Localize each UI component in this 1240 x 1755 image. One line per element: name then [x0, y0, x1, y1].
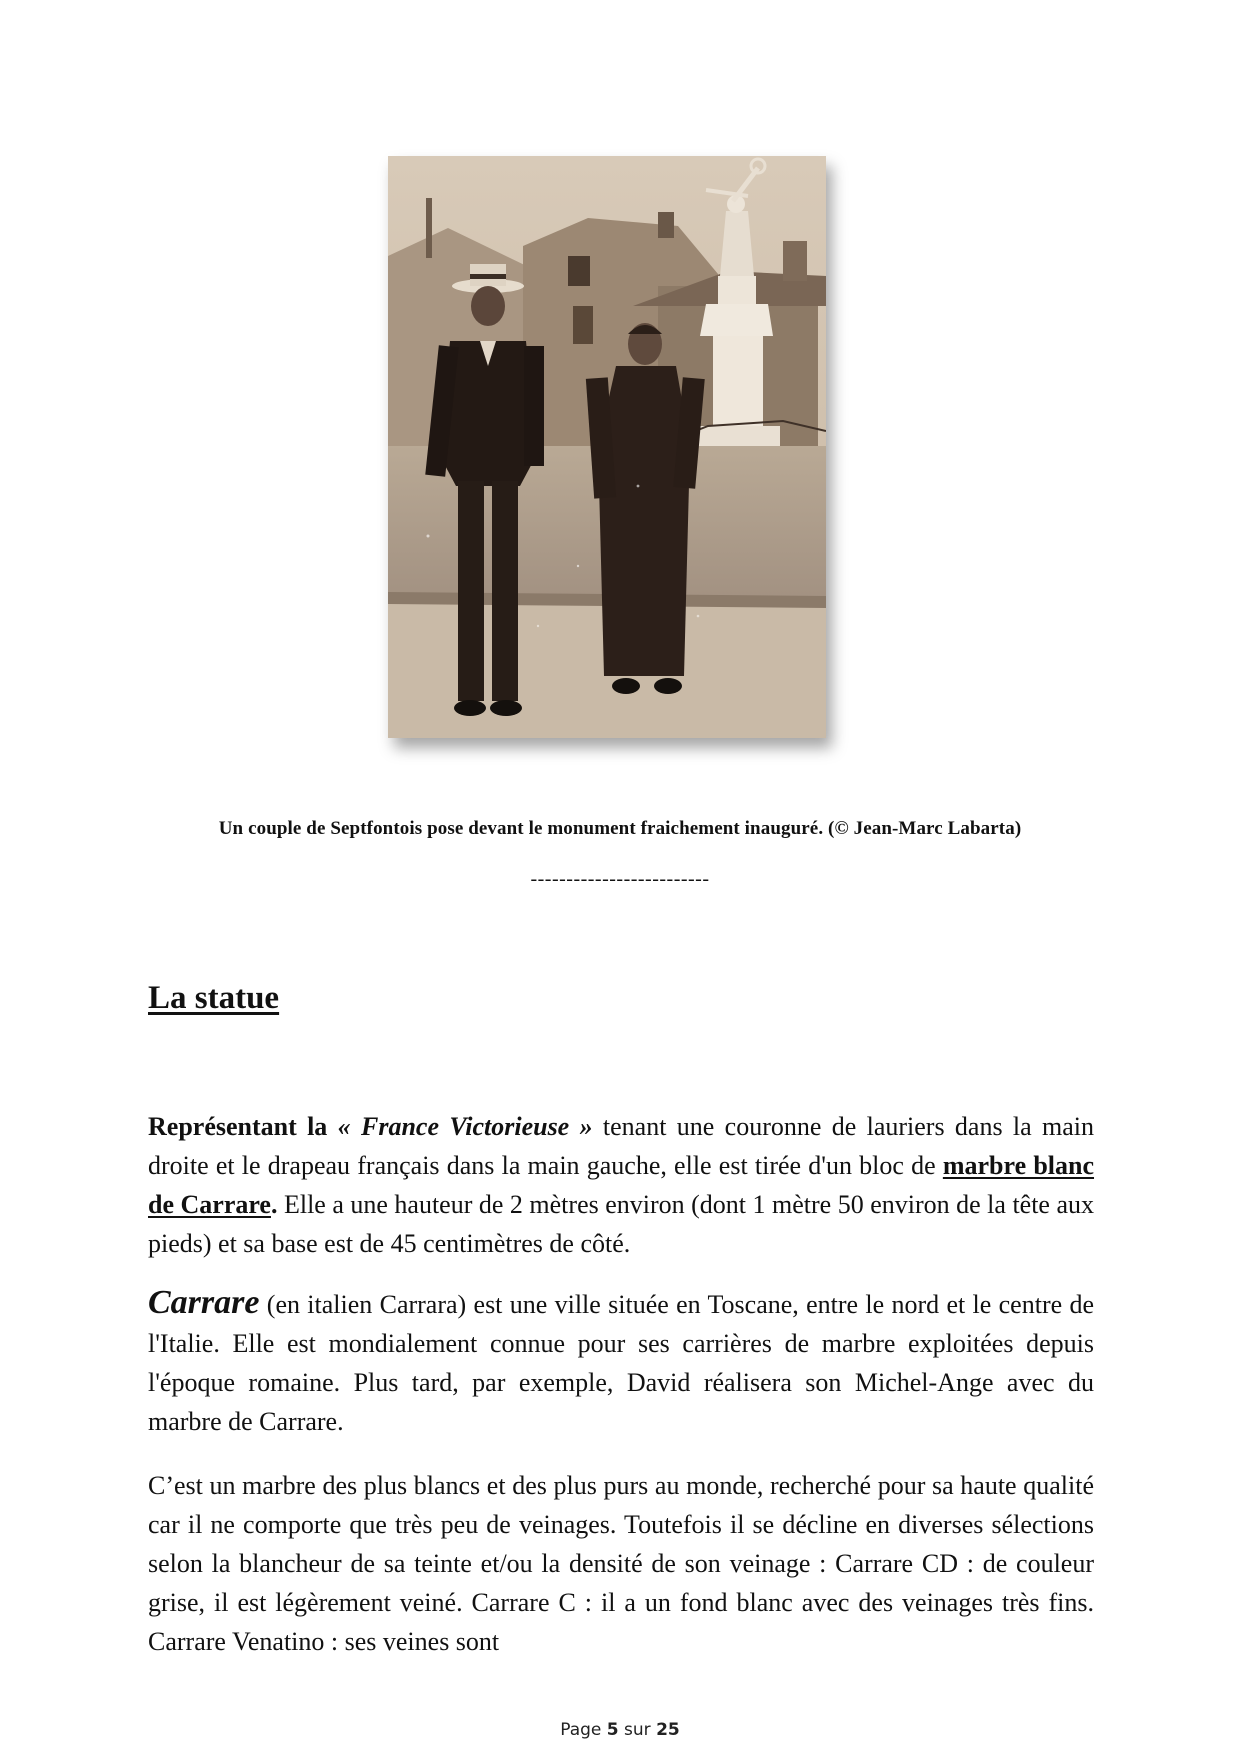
- footer-page-number: 5: [606, 1720, 619, 1740]
- section-heading: La statue: [148, 980, 280, 1016]
- paragraph-statue-description: [148, 1107, 1094, 1263]
- footer-prefix: Page: [560, 1720, 607, 1740]
- p2-text: (en italien Carrara) est une ville située en Toscane, entre le nord et le centre de l'Italie. Elle est mondialement connue pour ses carrières de marbre exploitées depuis l'époque romaine. Plus tard, par exemple, David réalisera son Michel-Ange avec du marbre de Carrare.: [148, 1290, 1094, 1436]
- photo-frame: [388, 156, 826, 738]
- p1-statue-name: « France Victorieuse »: [337, 1112, 593, 1141]
- couple-photo: [388, 156, 826, 738]
- page-footer: [0, 1720, 1240, 1740]
- footer-mid: sur: [618, 1720, 657, 1740]
- paragraph-marble-quality: C’est un marbre des plus blancs et des plus purs au monde, recherché pour sa haute qualité car il ne comporte que très peu de veinages. Toutefois il se décline en diverses sélections selon la blancheur de sa teinte et/ou la densité de son veinage : Carrare CD : de couleur grise, il est légèrement veiné. Carrare C : il a un fond blanc avec des veinages très fins. Carrare Venatino : ses veines sont: [148, 1471, 1094, 1656]
- paragraph-carrare: [148, 1283, 1094, 1441]
- p1-lead: Représentant la: [148, 1112, 338, 1141]
- footer-total-pages: 25: [656, 1720, 680, 1740]
- p1-text-a: tenant une couronne de lauriers dans la main droite et le drapeau français dans la main gauche, elle est tirée d'un bloc de: [148, 1112, 1094, 1180]
- p1-marble-term: marbre blanc de Carrare: [148, 1151, 1095, 1219]
- p1-text-b: Elle a une hauteur de 2 mètres environ (dont 1 mètre 50 environ de la tête aux pieds) et sa base est de 45 centimètres de côté.: [148, 1190, 1095, 1258]
- p2-carrare-term: Carrare: [148, 1284, 260, 1321]
- p1-period: .: [270, 1190, 278, 1219]
- photo-caption: Un couple de Septfontois pose devant le monument fraichement inauguré. (© Jean-Marc Labarta): [218, 818, 1022, 839]
- section-divider: -------------------------: [530, 868, 710, 890]
